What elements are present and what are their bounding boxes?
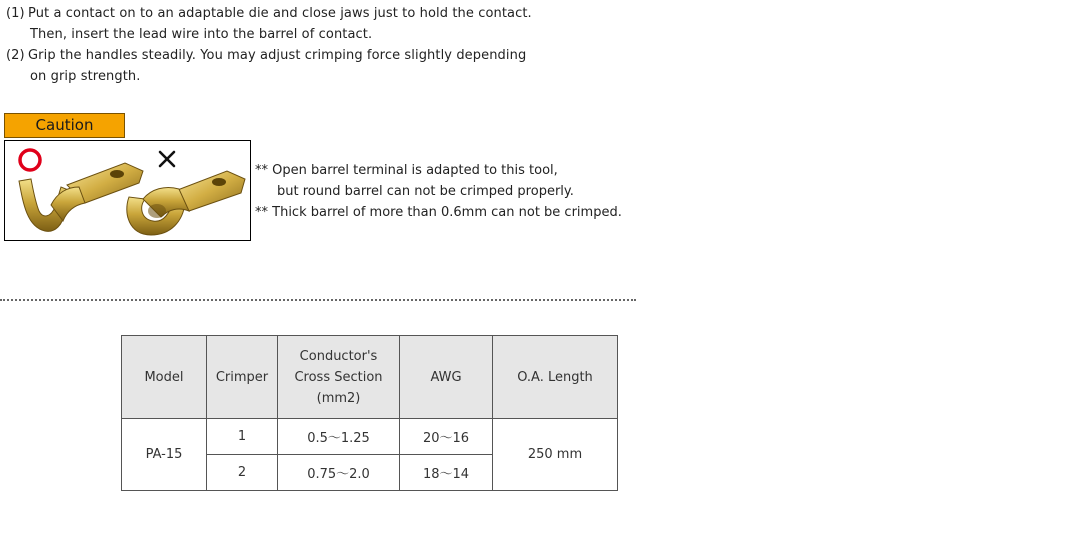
header-cross-section-line-3: (mm2) (316, 390, 361, 406)
cell-awg-2: 18～14 (400, 455, 493, 491)
caution-label: Caution (4, 113, 125, 138)
note-1-line-1: ** Open barrel terminal is adapted to this tool, (255, 163, 558, 178)
ng-cross-icon (160, 152, 174, 166)
step-1-line-1 (6, 5, 626, 26)
header-crimper: Crimper (207, 336, 278, 419)
step-2-line-2: on grip strength. (30, 69, 141, 84)
cell-cross-section-2: 0.75～2.0 (278, 455, 400, 491)
cell-awg-1: 20～16 (400, 419, 493, 455)
note-2: ** Thick barrel of more than 0.6mm can not be crimped. (255, 205, 622, 220)
caution-notes (255, 160, 675, 223)
terminal-illustration (5, 141, 250, 240)
header-cross-section (278, 336, 400, 419)
cell-crimper-1: 1 (207, 419, 278, 455)
header-cross-section-line-1: Conductor's (299, 348, 378, 364)
step-2-line-1 (6, 47, 626, 68)
caution-illustration (4, 140, 251, 241)
spec-table (121, 335, 618, 491)
header-model: Model (122, 336, 207, 419)
step-2-number: (2) (6, 48, 25, 63)
step-2-text: Grip the handles steadily. You may adjust crimping force slightly depending (28, 48, 527, 63)
header-cross-section-line-2: Cross Section (294, 369, 383, 385)
open-barrel-terminal-icon (19, 163, 143, 231)
note-1-line-2: but round barrel can not be crimped properly. (277, 184, 574, 199)
dotted-divider (0, 299, 636, 301)
cell-length: 250 mm (493, 419, 618, 491)
step-1-text: Put a contact on to an adaptable die and close jaws just to hold the contact. (28, 6, 532, 21)
header-length: O.A. Length (493, 336, 618, 419)
cell-crimper-2: 2 (207, 455, 278, 491)
cell-cross-section-1: 0.5～1.25 (278, 419, 400, 455)
ok-circle-icon (20, 150, 40, 170)
instructions (6, 5, 626, 89)
round-barrel-terminal-icon (127, 171, 245, 235)
step-1-number: (1) (6, 6, 25, 21)
step-1-line-2: Then, insert the lead wire into the barrel of contact. (30, 27, 373, 42)
spec-table-header-row (122, 336, 618, 419)
header-awg: AWG (400, 336, 493, 419)
cell-model: PA-15 (122, 419, 207, 491)
table-row (122, 419, 618, 455)
